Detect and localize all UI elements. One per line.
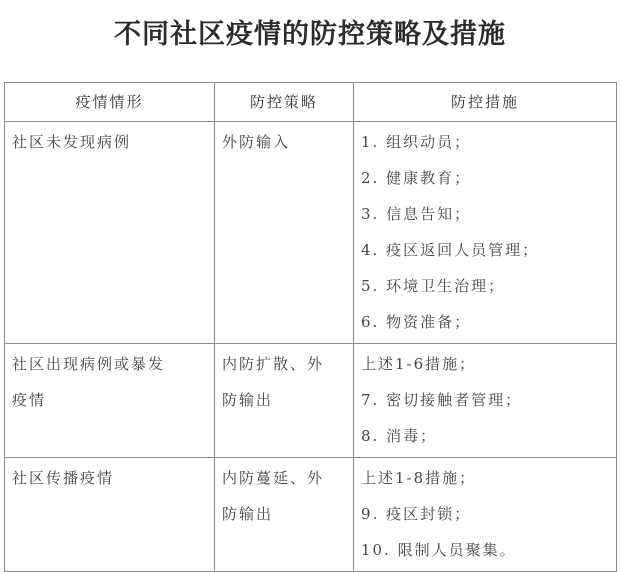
- cell-line: 社区传播疫情: [12, 469, 115, 487]
- cell-line: 内防蔓延、外: [222, 469, 325, 487]
- header-situation: 疫情情形: [5, 83, 215, 122]
- measure-item: 5. 环境卫生治理；: [361, 277, 506, 295]
- measures-cell: [354, 458, 617, 572]
- measure-item: 9. 疫区封锁；: [361, 505, 472, 523]
- table-row: [5, 458, 617, 572]
- strategy-cell: [215, 122, 354, 344]
- table-row: [5, 344, 617, 458]
- measure-item: 10. 限制人员聚集。: [361, 541, 517, 559]
- measures-cell: [354, 344, 617, 458]
- measure-item: 7. 密切接触者管理；: [361, 391, 523, 409]
- header-strategy: 防控策略: [215, 83, 354, 122]
- cell-line: 内防扩散、外: [222, 355, 325, 373]
- page-title: 不同社区疫情的防控策略及措施: [114, 19, 506, 50]
- measure-item: 1. 组织动员；: [361, 133, 472, 151]
- strategy-cell: [215, 458, 354, 572]
- measures-cell: [354, 122, 617, 344]
- cell-line: 社区出现病例或暴发: [12, 355, 166, 373]
- cell-line: 外防输入: [222, 133, 291, 151]
- measure-item: 上述1-6措施；: [361, 355, 477, 373]
- measure-item: 6. 物资准备；: [361, 313, 472, 331]
- cell-line: 疫情: [12, 391, 47, 409]
- measure-item: 上述1-8措施；: [361, 469, 477, 487]
- measure-item: 8. 消毒；: [361, 427, 438, 445]
- header-measures: 防控措施: [354, 83, 617, 122]
- situation-cell: [5, 458, 215, 572]
- cell-line: 社区未发现病例: [12, 133, 132, 151]
- cell-line: 防输出: [222, 391, 274, 409]
- strategy-cell: [215, 344, 354, 458]
- situation-cell: [5, 344, 215, 458]
- situation-cell: [5, 122, 215, 344]
- table-header-row: [5, 83, 617, 122]
- cell-line: 防输出: [222, 505, 274, 523]
- table-row: [5, 122, 617, 344]
- measure-item: 3. 信息告知；: [361, 205, 472, 223]
- prevention-measures-table: [4, 82, 617, 572]
- measure-item: 2. 健康教育；: [361, 169, 472, 187]
- measure-item: 4. 疫区返回人员管理；: [361, 241, 540, 259]
